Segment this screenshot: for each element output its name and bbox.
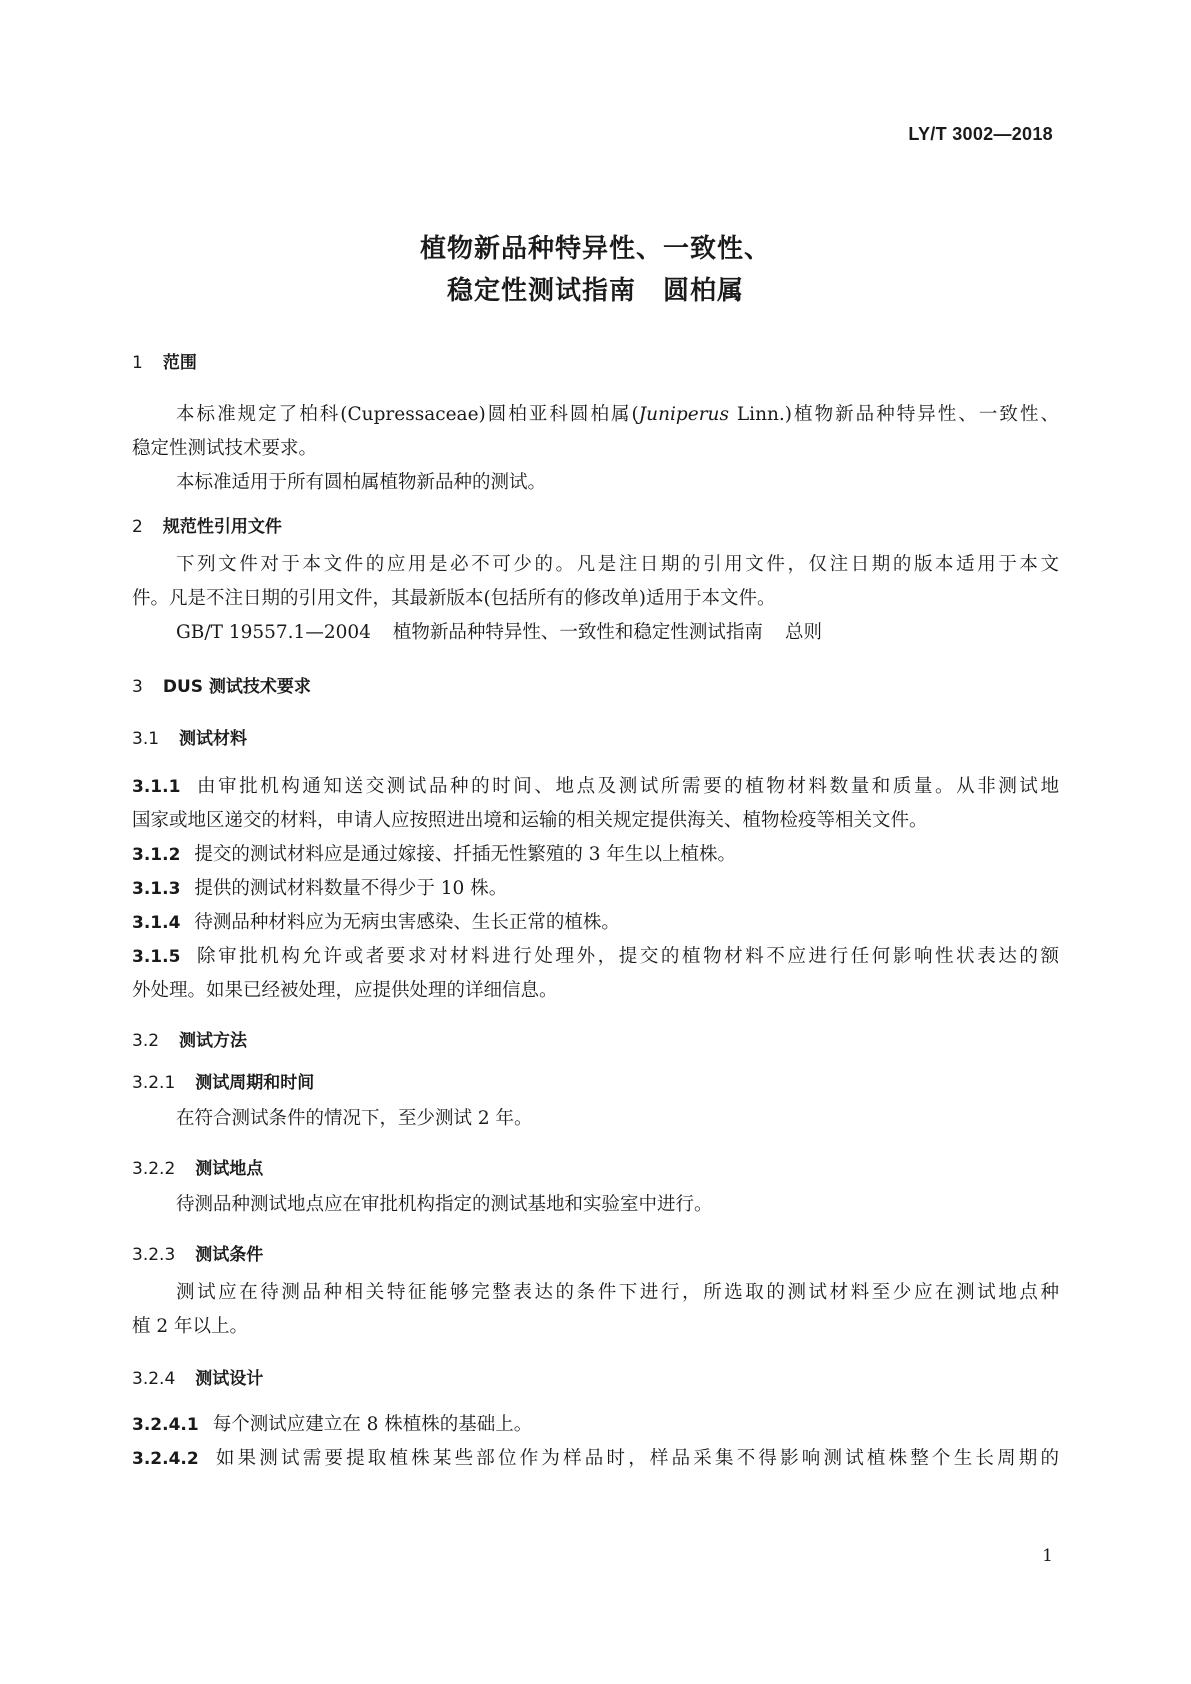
paragraph: 待测品种测试地点应在审批机构指定的测试基地和实验室中进行。	[176, 1194, 713, 1215]
paragraph-continuation: 稳定性测试技术要求。	[132, 438, 318, 459]
clause-3-1-2: 3.1.2 提交的测试材料应是通过嫁接、扦插无性繁殖的 3 年生以上植株。	[132, 844, 736, 865]
subsection-3-2-4-heading: 3.2.4 测试设计	[132, 1369, 264, 1389]
clause-3-2-4-1: 3.2.4.1 每个测试应建立在 8 株植株的基础上。	[132, 1414, 533, 1435]
subsection-3-2-2-heading: 3.2.2 测试地点	[132, 1159, 264, 1179]
page-number: 1	[1042, 1546, 1053, 1566]
clause-3-1-1: 3.1.1 由审批机构通知送交测试品种的时间、地点及测试所需要的植物材料数量和质量。从非测试地	[132, 776, 1059, 797]
section-number: 3	[132, 677, 143, 697]
paragraph: 测试应在待测品种相关特征能够完整表达的条件下进行，所选取的测试材料至少应在测试地点种	[176, 1282, 1059, 1303]
document-title-line1: 植物新品种特异性、一致性、	[419, 234, 771, 264]
clause-3-2-4-2: 3.2.4.2 如果测试需要提取植株某些部位作为样品时，样品采集不得影响测试植株整个生长周期的	[132, 1448, 1059, 1469]
section-number: 1	[132, 353, 143, 373]
clause-3-1-4: 3.1.4 待测品种材料应为无病虫害感染、生长正常的植株。	[132, 912, 620, 933]
paragraph: 本标准规定了柏科(Cupressaceae)圆柏亚科圆柏属(Juniperus Linn.)植物新品种特异性、一致性、	[176, 404, 1059, 425]
paragraph: 在符合测试条件的情况下，至少测试 2 年。	[176, 1108, 533, 1129]
section-number: 2	[132, 517, 143, 537]
clause-3-1-5-continuation: 外处理。如果已经被处理，应提供处理的详细信息。	[132, 980, 558, 1001]
normative-reference	[176, 616, 1103, 650]
paragraph-continuation: 件。凡是不注日期的引用文件，其最新版本(包括所有的修改单)适用于本文件。	[132, 588, 776, 609]
section-title: DUS 测试技术要求	[162, 677, 311, 697]
section-3-heading	[132, 672, 311, 697]
paragraph-continuation: 植 2 年以上。	[132, 1316, 249, 1337]
subsection-3-2-1-heading: 3.2.1 测试周期和时间	[132, 1073, 315, 1093]
subsection-3-2-heading: 3.2 测试方法	[132, 1031, 248, 1051]
clause-3-1-3: 3.1.3 提供的测试材料数量不得少于 10 株。	[132, 878, 508, 899]
clause-3-1-5: 3.1.5 除审批机构允许或者要求对材料进行处理外，提交的植物材料不应进行任何影响性状表达的额	[132, 946, 1059, 967]
reference-title-suffix: 总则	[784, 622, 822, 643]
reference-code: GB/T 19557.1—2004	[176, 622, 371, 643]
standard-code: LY/T 3002—2018	[908, 124, 1053, 144]
section-2-heading	[132, 512, 282, 537]
section-title: 规范性引用文件	[162, 517, 282, 537]
subsection-3-1-heading: 3.1 测试材料	[132, 729, 248, 749]
genus-name: Juniperus	[638, 404, 729, 425]
paragraph: 本标准适用于所有圆柏属植物新品种的测试。	[176, 472, 547, 493]
document-title-line2: 稳定性测试指南 圆柏属	[446, 276, 744, 306]
reference-title: 植物新品种特异性、一致性和稳定性测试指南	[392, 622, 763, 643]
subsection-3-2-3-heading: 3.2.3 测试条件	[132, 1245, 264, 1265]
clause-3-1-1-continuation: 国家或地区递交的材料，申请人应按照进出境和运输的相关规定提供海关、植物检疫等相关文件。	[132, 810, 928, 831]
paragraph: 下列文件对于本文件的应用是必不可少的。凡是注日期的引用文件，仅注日期的版本适用于本文	[176, 554, 1059, 575]
section-1-heading	[132, 348, 197, 373]
section-title: 范围	[162, 353, 197, 373]
